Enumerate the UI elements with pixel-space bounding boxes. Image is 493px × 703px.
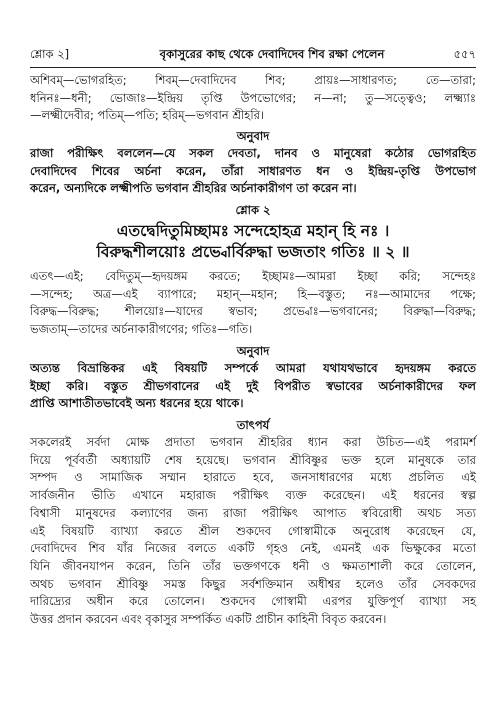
purport-heading: তাৎপর্য [236, 418, 270, 432]
header-rule [30, 67, 476, 68]
synonyms-line: অশিবম্—ভোগরহিত; শিবম্—দেবাদিদেব শিব; প্রায়ঃ—সাধারণত; তে—তারা; [30, 73, 476, 87]
synonyms-line: —লক্ষ্মীদেবীর; পতিম্—পতি; হরিম্—ভগবান শ্রীহরি। [30, 108, 265, 123]
purport-line: সম্পদ ও সামাজিক সম্মান হারাতে হবে, জনসাধারণের মধ্যে প্রচলিত এই [30, 470, 476, 485]
translation-line: ইচ্ছা করি। বস্তুত শ্রীভগবানের এই দুই বিপরীত স্বভাবের অর্চনাকারীদের ফল [30, 378, 476, 393]
purport-line: যিনি জীবনযাপন করেন, তিনি তাঁর ভক্তগণকে ধনী ও ক্ষমতাশালী করে তোলেন, [30, 558, 476, 573]
verse-line: বিরুদ্ধশীলয়োঃ প্রভ্বোর্বিরুদ্ধা ভজতাং গতিঃ ॥ ২ ॥ [96, 242, 410, 261]
purport-line: সকলেরই সর্বদা মোক্ষ প্রদাতা ভগবান শ্রীহরির ধ্যান করা উচিত—এই পরামর্শ [30, 435, 476, 449]
translation-line: অত্যন্ত বিভ্রান্তিকর এই বিষয়টি সম্পর্কে আমরা যথাযথভাবে হৃদয়ঙ্গম করতে [30, 361, 476, 375]
verse-line: এতদ্বেদিতুমিচ্ছামঃ সন্দেহোহত্র মহান্ হি নঃ । [116, 221, 390, 240]
synonyms-line: ভজতাম্—তাদের অর্চনাকারীগণের; গতিঃ—গতি। [30, 322, 253, 337]
header-verse-ref: শ্লোক ২] [30, 46, 70, 61]
synonyms-line: বিরুদ্ধ—বিরুদ্ধ; শীলয়োঃ—যাদের স্বভাব; প্রভ্বোঃ—ভগবানের; বিরুদ্ধা—বিরুদ্ধ; [30, 304, 476, 319]
purport-line: সার্বজনীন ভীতি এখানে মহারাজ পরীক্ষিৎ ব্যক্ত করেছেন। এই ধরনের স্বল্প [30, 488, 476, 503]
purport-block [30, 434, 476, 629]
running-header [30, 44, 476, 66]
translation-block-2 [30, 360, 476, 413]
sanskrit-verse [30, 220, 476, 262]
synonyms-block-2 [30, 268, 476, 339]
synonyms-line: এতৎ—এই; বেদিতুম্—হৃদয়ঙ্গম করতে; ইচ্ছামঃ—আমরা ইচ্ছা করি; সন্দেহঃ [30, 269, 476, 283]
purport-line: দিয়ে পূর্ববর্তী অধ্যায়টি শেষ হয়েছে। ভগবান শ্রীবিষ্ণুর ভক্ত হলে মানুষকে তার [30, 452, 476, 467]
purport-line: এই বিষয়টি ব্যাখ্যা করতে শ্রীল শুকদেব গোস্বামীকে অনুরোধ করেছেন যে, [30, 523, 476, 538]
purport-line: বিশ্বাসী মানুষদের কল্যাণের জন্য রাজা পরীক্ষিৎ আপাত স্ববিরোধী অথচ সত্য [30, 505, 476, 520]
header-chapter-title: বৃকাসুরের কাছ থেকে দেবাদিদেব শিব রক্ষা পেলেন [159, 46, 385, 61]
purport-line: উত্তর প্রদান করবেন এবং বৃকাসুর সম্পর্কিত একটি প্রাচীন কাহিনী বিবৃত করবেন। [30, 612, 387, 627]
synonyms-line: —সন্দেহ; অত্র—এই ব্যাপারে; মহান্—মহান; হি—বস্তুত; নঃ—আমাদের পক্ষে; [30, 286, 476, 301]
translation-line: দেবাদিদেব শিবের অর্চনা করেন, তাঁরা সাধারণত ধন ও ইন্দ্রিয়-তৃপ্তি উপভোগ [30, 163, 476, 178]
translation-heading: অনুবাদ [236, 129, 270, 143]
translation-line: রাজা পরীক্ষিৎ বললেন—যে সকল দেবতা, দানব ও মানুষেরা কঠোর ভোগরহিত [30, 146, 476, 160]
synonyms-block-1 [30, 72, 476, 125]
purport-line: দারিদ্র্যের অধীন করে তোলেন। শুকদেব গোস্বামী এরপর যুক্তিপূর্ণ ব্যাখ্যা সহ [30, 594, 476, 609]
translation-heading: অনুবাদ [236, 344, 270, 358]
purport-line: দেবাদিদেব শিব যাঁর নিজের বলতে একটি গৃহও নেই, এমনই এক ভিক্ষুকের মতো [30, 541, 476, 556]
purport-line: অথচ ভগবান শ্রীবিষ্ণু সমস্ত কিছুর সর্বশক্তিমান অধীশ্বর হলেও তাঁর সেবকদের [30, 576, 476, 591]
translation-line: করেন, অন্যদিকে লক্ষ্মীপতি ভগবান শ্রীহরির অর্চনাকারীগণ তা করেন না। [30, 181, 357, 196]
page-number: ৫৫৭ [453, 46, 476, 61]
verse-heading: শ্লোক ২ [235, 203, 271, 217]
synonyms-line: ধনিনঃ—ধনী; ভোজাঃ—ইন্দ্রিয় তৃপ্তি উপভোগের; ন—না; তু—সত্ত্বেও; লক্ষ্ম্যাঃ [30, 90, 476, 105]
translation-line: প্রাপ্তি আশাতীতভাবেই অন্য ধরনের হয়ে থাকে। [30, 396, 244, 411]
translation-block-1 [30, 145, 476, 198]
